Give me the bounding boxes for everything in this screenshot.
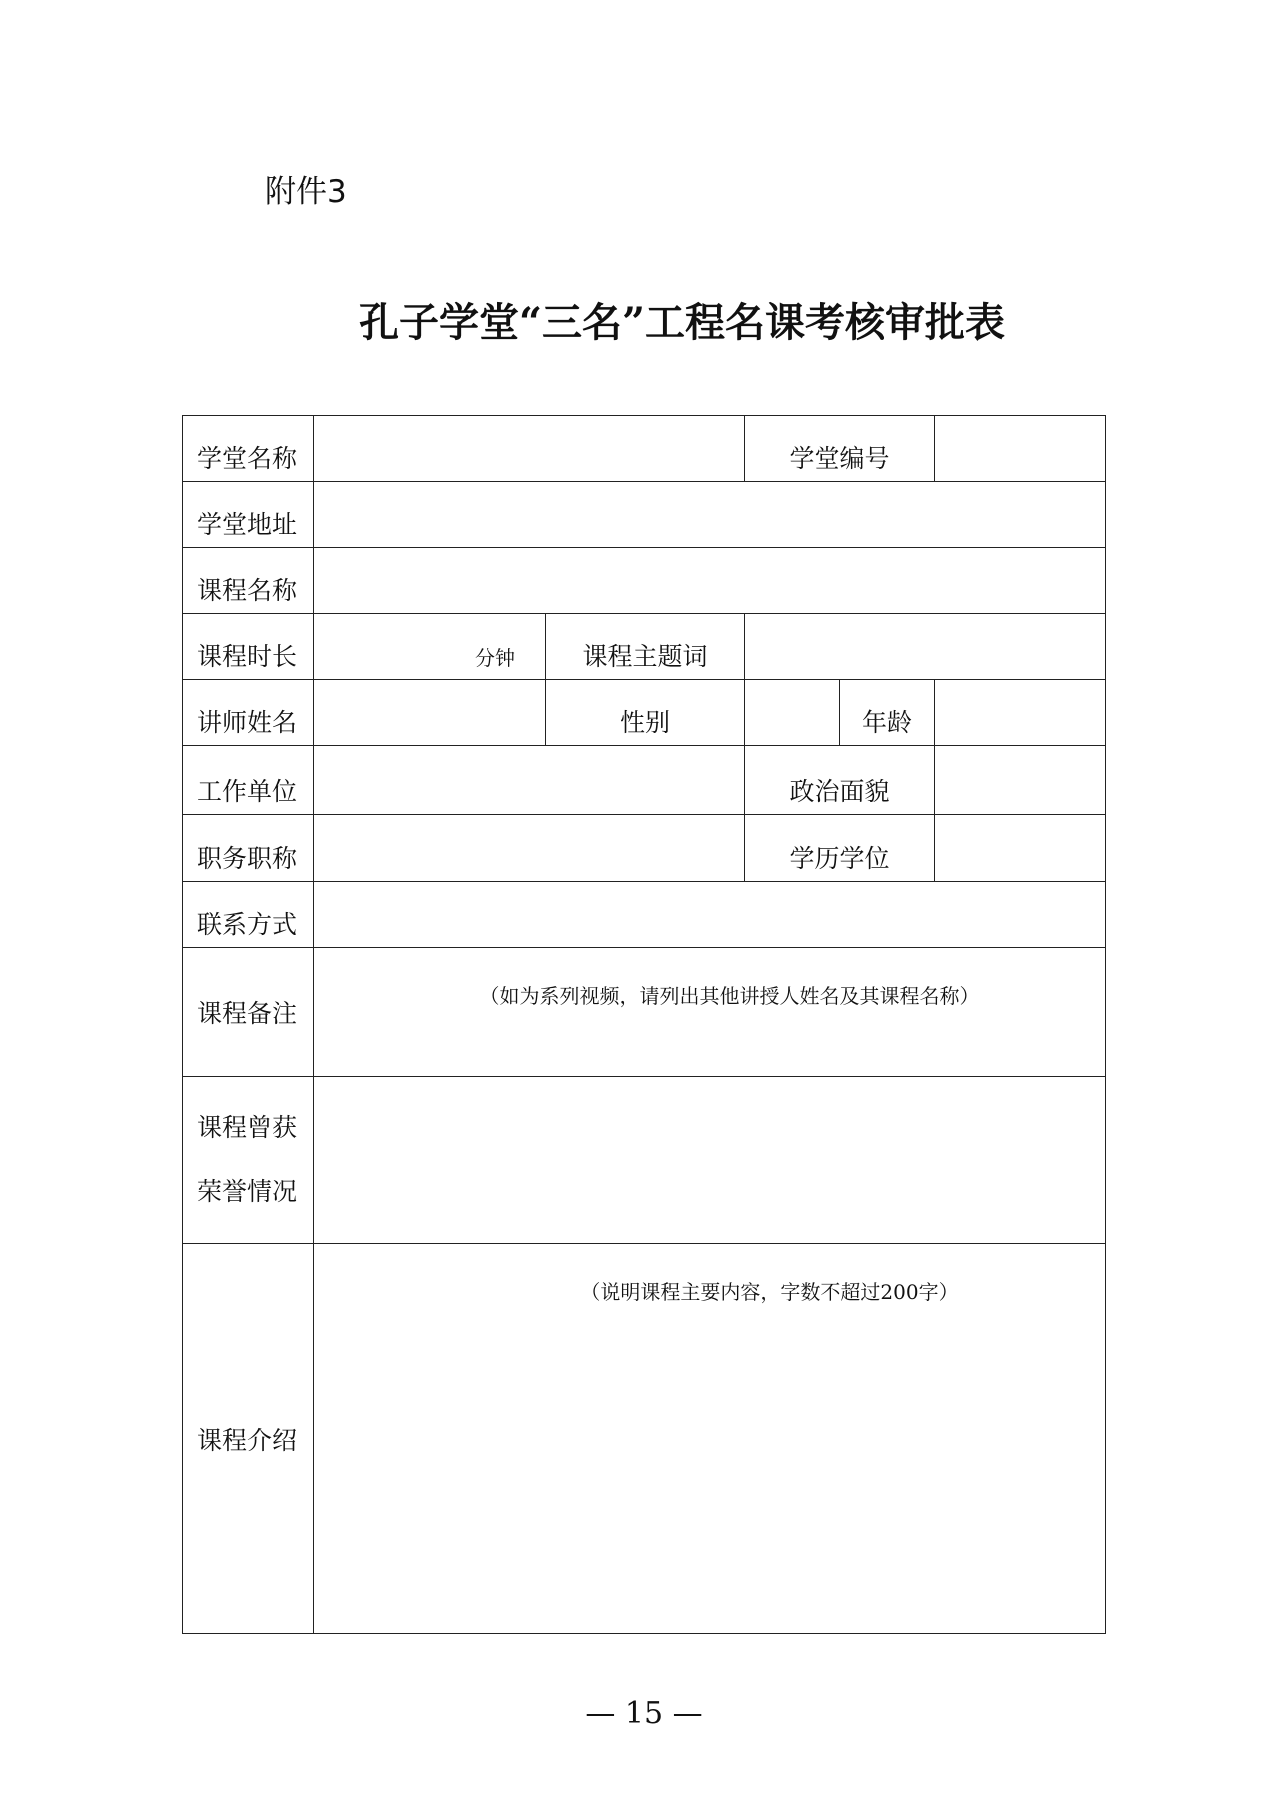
row-course-intro <box>183 1244 1106 1634</box>
course-intro-field[interactable] <box>314 1244 1106 1634</box>
course-keywords-field[interactable] <box>745 614 1106 680</box>
course-duration-field[interactable] <box>314 614 546 680</box>
honors-label-line1: 课程曾获 <box>197 1113 298 1142</box>
course-notes-hint: （如为系列视频，请列出其他讲授人姓名及其课程名称） <box>479 984 980 1008</box>
work-unit-label: 工作单位 <box>183 746 314 815</box>
school-name-label: 学堂名称 <box>183 416 314 482</box>
lecturer-name-field[interactable] <box>314 680 546 746</box>
gender-field[interactable] <box>745 680 840 746</box>
course-keywords-label: 课程主题词 <box>546 614 745 680</box>
school-id-label: 学堂编号 <box>745 416 935 482</box>
page-number: — 15 — <box>585 1696 703 1731</box>
political-status-field[interactable] <box>935 746 1106 815</box>
lecturer-name-label: 讲师姓名 <box>183 680 314 746</box>
row-contact <box>183 882 1106 948</box>
school-address-label: 学堂地址 <box>183 482 314 548</box>
course-duration-label: 课程时长 <box>183 614 314 680</box>
age-field[interactable] <box>935 680 1106 746</box>
course-notes-label: 课程备注 <box>183 948 314 1077</box>
row-course-notes <box>183 948 1106 1077</box>
row-school-address <box>183 482 1106 548</box>
honors-label <box>183 1077 314 1244</box>
education-label: 学历学位 <box>745 815 935 882</box>
age-label: 年龄 <box>840 680 935 746</box>
row-school-name <box>183 416 1106 482</box>
contact-field[interactable] <box>314 882 1106 948</box>
approval-form-table <box>182 415 1106 1634</box>
political-status-label: 政治面貌 <box>745 746 935 815</box>
contact-label: 联系方式 <box>183 882 314 948</box>
position-title-field[interactable] <box>314 815 745 882</box>
attachment-label: 附件3 <box>265 174 347 210</box>
school-address-field[interactable] <box>314 482 1106 548</box>
course-intro-hint: （说明课程主要内容，字数不超过200字） <box>580 1280 959 1304</box>
row-lecturer <box>183 680 1106 746</box>
school-name-field[interactable] <box>314 416 745 482</box>
course-intro-label: 课程介绍 <box>183 1244 314 1634</box>
education-field[interactable] <box>935 815 1106 882</box>
work-unit-field[interactable] <box>314 746 745 815</box>
document-title: 孔子学堂“三名”工程名课考核审批表 <box>358 299 1005 346</box>
honors-field[interactable] <box>314 1077 1106 1244</box>
school-id-field[interactable] <box>935 416 1106 482</box>
gender-label: 性别 <box>546 680 745 746</box>
duration-unit: 分钟 <box>475 646 515 670</box>
honors-label-line2: 荣誉情况 <box>197 1177 298 1206</box>
row-work-unit <box>183 746 1106 815</box>
course-name-label: 课程名称 <box>183 548 314 614</box>
position-title-label: 职务职称 <box>183 815 314 882</box>
row-honors <box>183 1077 1106 1244</box>
row-position-title <box>183 815 1106 882</box>
row-course-duration <box>183 614 1106 680</box>
course-notes-field[interactable] <box>314 948 1106 1077</box>
row-course-name <box>183 548 1106 614</box>
course-name-field[interactable] <box>314 548 1106 614</box>
